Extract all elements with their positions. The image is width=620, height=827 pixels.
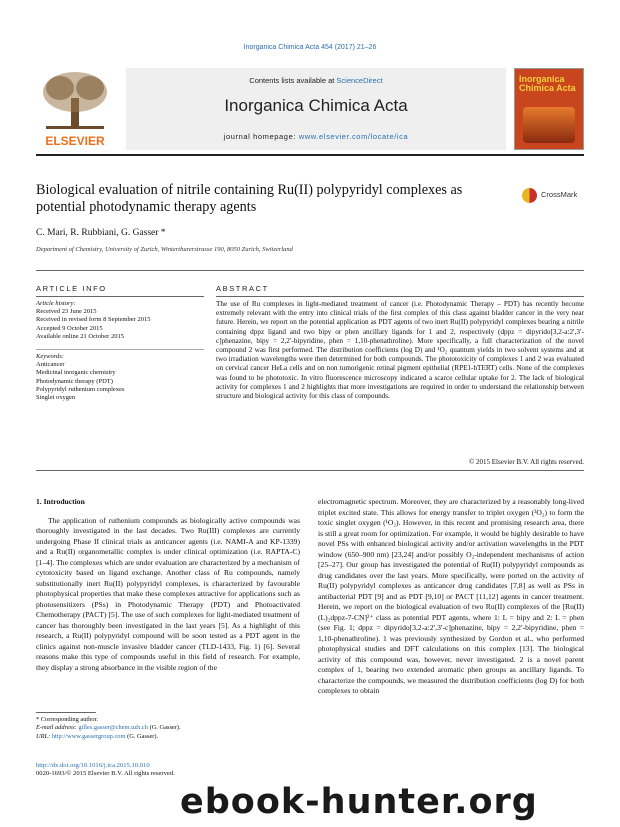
article-info-heading: ARTICLE INFO	[36, 284, 107, 293]
email-link[interactable]: gilles.gasser@chem.uzh.ch	[78, 724, 148, 732]
abstract-heading: ABSTRACT	[216, 284, 269, 293]
abstract-text: The use of Ru complexes in light-mediated treatment of cancer (i.e. Photodynamic Therapy – PDT) has recently become extremely relevant with the entry into clinical trials of the first complex of this class against bladder cancer in the very near future. Herein, we report on the potential application as PDT agents of two inert Ru(II) polypyridyl complexes bearing a nitrile containing dppz ligand and two bipy or phen ancillary ligands for 1 and 2, respectively (dppz = dipyrido[3,2-a:2′,3′-c]phenazine, bipy = 2,2′-bipyridine, phen = 1,10-phenathroline). More specifically, a full characterization of the novel compound 2 was first performed. The distribution coefficients (log D) and ¹O₂ quantum yields in two solvent systems and at two irradiation wavelengths were then determined for both compounds. The phototoxicity of complexes 1 and 2 was evaluated on cervical cancer HeLa cells and on non tumorigenic retinal pigment epithelial (RPE1-hTERT) cells. None of the complexes was found to be phototoxic. In vitro fluorescence microscopy indicated a scarce cellular uptake for 2. The lack of biological activity for complexes 1 and 2 highlights that more investigations are required in order to understand the relationship between structure and biological activity for this class of compounds.	[216, 300, 584, 401]
email-line	[36, 724, 300, 732]
publisher-name: ELSEVIER	[45, 134, 105, 148]
copyright: © 2015 Elsevier B.V. All rights reserved.	[468, 458, 584, 466]
keywords	[36, 353, 204, 402]
journal-homepage	[126, 132, 506, 141]
divider	[36, 349, 204, 350]
authors: C. Mari, R. Rubbiani, G. Gasser *	[36, 228, 166, 238]
crossmark-icon	[522, 188, 537, 203]
cover-art	[523, 107, 575, 143]
history-item: Received 23 June 2015	[36, 308, 97, 316]
keyword-item: Medicinal inorganic chemistry	[36, 369, 116, 377]
elsevier-tree-logo	[36, 68, 114, 148]
url-suffix: (G. Gasser).	[125, 732, 159, 740]
url-link[interactable]: http://www.gassergroup.com	[51, 732, 126, 740]
keyword-item: Polypyridyl ruthenium complexes	[36, 385, 125, 393]
divider	[36, 296, 204, 297]
issn-line: 0020-1693/© 2015 Elsevier B.V. All rights reserved.	[36, 770, 175, 778]
url-line	[36, 733, 300, 741]
doi-block	[36, 762, 175, 779]
body-column-right	[318, 497, 584, 697]
article-history	[36, 300, 204, 341]
journal-header-box	[126, 68, 506, 150]
footnote-rule	[36, 712, 96, 713]
keyword-item: Singlet oxygen	[36, 394, 76, 402]
keyword-item: Photodynamic therapy (PDT)	[36, 377, 113, 385]
corresponding-author: * Corresponding author.	[36, 716, 98, 723]
journal-reference[interactable]: Inorganica Chimica Acta 454 (2017) 21–26	[243, 44, 377, 51]
section-heading: 1. Introduction	[36, 497, 85, 506]
cover-title: Inorganica Chimica Acta	[519, 74, 576, 93]
keywords-label: Keywords:	[36, 353, 64, 360]
article-title: Biological evaluation of nitrile containing Ru(II) polypyridyl complexes as potential photodynamic therapy agents	[36, 182, 463, 215]
header-rule	[36, 154, 584, 156]
divider	[36, 470, 584, 471]
url-label: URL:	[36, 732, 52, 740]
doi-link[interactable]: http://dx.doi.org/10.1016/j.ica.2015.10.010	[36, 762, 150, 769]
body-column-left	[36, 497, 300, 673]
keyword-item: Anticancer	[36, 361, 65, 369]
body-paragraph: The application of ruthenium compounds as biologically active compounds was thoroughly investigated in the last decades. Two Ru(III) complexes are currently undergoing Phase II clinical trials as anticancer agents (i.e. NAMI-A and KP-1339) and a Ru(II) organometallic complex is under clinical optimization (i.e. RAPTA-C) [1–4]. The complexes which are under evaluation are characterized by a mechanism of cytotoxicity based on ligand exchange. Another class of Ru compounds, namely substitutionally inert Ru(II) polypyridyl complexes, is characterized by favourable photophysical properties that make these complexes attractive for applications such as photosensitizers (PSs) in Photodynamic Therapy (PDT) and Photoactivated Chemotherapy (PACT) [5]. The use of such complexes for light-mediated treatment of cancer has thoroughly been investigated in the last years [5]. As a highlight of this research, a Ru(II) polypyridyl compound will be soon tested as a PDT agent in the clinics against non-muscle invasive bladder cancer (TLD-1433, Fig. 1) [6]. Several reasons make this type of compounds useful in this field of research. For example, they display a strong absorbance in the visible region of the	[36, 515, 300, 672]
crossmark-label: CrossMark	[541, 190, 578, 199]
tree-icon	[36, 68, 114, 134]
homepage-label: journal homepage:	[223, 132, 299, 141]
history-item: Available online 21 October 2015	[36, 332, 124, 340]
email-suffix: (G. Gasser).	[147, 724, 181, 732]
crossmark-button[interactable]	[522, 186, 584, 206]
journal-title: Inorganica Chimica Acta	[224, 96, 408, 115]
email-label: E-mail address:	[36, 724, 79, 732]
contents-line	[126, 76, 506, 85]
contents-prefix: Contents lists available at	[249, 76, 337, 85]
divider	[216, 296, 584, 297]
history-item: Received in revised form 8 September 2015	[36, 316, 151, 324]
history-label: Article history:	[36, 300, 76, 307]
affiliation: Department of Chemistry, University of Zurich, Winterthurerstrasse 190, 8050 Zurich, Switzerland	[36, 246, 293, 253]
divider	[36, 270, 584, 271]
masthead	[36, 68, 584, 152]
journal-cover	[514, 68, 584, 150]
sciencedirect-link[interactable]: ScienceDirect	[336, 76, 383, 85]
homepage-link[interactable]: www.elsevier.com/locate/ica	[298, 132, 409, 141]
body-paragraph: electromagnetic spectrum. Moreover, they are characterized by a reasonably long-lived triplet excited state. This allows for energy transfer to triplet oxygen (³O₂) to form the toxic singlet oxygen (¹O₂). However, in this recent and promising research area, there is still a great room for optimization. For example, it would be highly desirable to have novel PSs with enhanced biological activity and/or activation wavelengths in the PDT window (650–900 nm) [23,24] and/or possibly O₂-independent mechanisms of action [25–27]. Our group has investigated the potential of Ru(II) polypyridyl compounds as drug candidates over the last years. More specifically, were ported on the activity of Ru(II) polypyridyl complexes as anticancer drug candidates [7,8] as well as PSs in antibacterial PDT [9] and as PDT [9,10] or PACT [11,12] agents in cancer treatment. Herein, we report on the biological evaluation of two Ru(II) complexes of the [Ru(II)(L)₂dppz-7-CN]²⁺ class as potential PDT agents, where 1: L = bipy and 2: L = phen (see Fig. 1; dppz = dipyrido[3,2-a:2′,3′-c]phenazine, bipy = 2,2′-bipyridine, phen = 1,10-phenathroline). 1 was previously synthesized by Gordon et al., who performed photophysical studies and DFT calculations on this complex [13]. The biological activity of this compound was, however, never investigated. 2 is a novel parent complex of 1, bearing two extended aromatic phen groups as ancillary ligands. To characterize the compounds, we measured the distribution coefficients (log D) for both complexes to obtain	[318, 497, 584, 695]
footnote	[36, 716, 300, 741]
history-item: Accepted 9 October 2015	[36, 324, 103, 332]
watermark: ebook-hunter.org	[180, 782, 538, 822]
